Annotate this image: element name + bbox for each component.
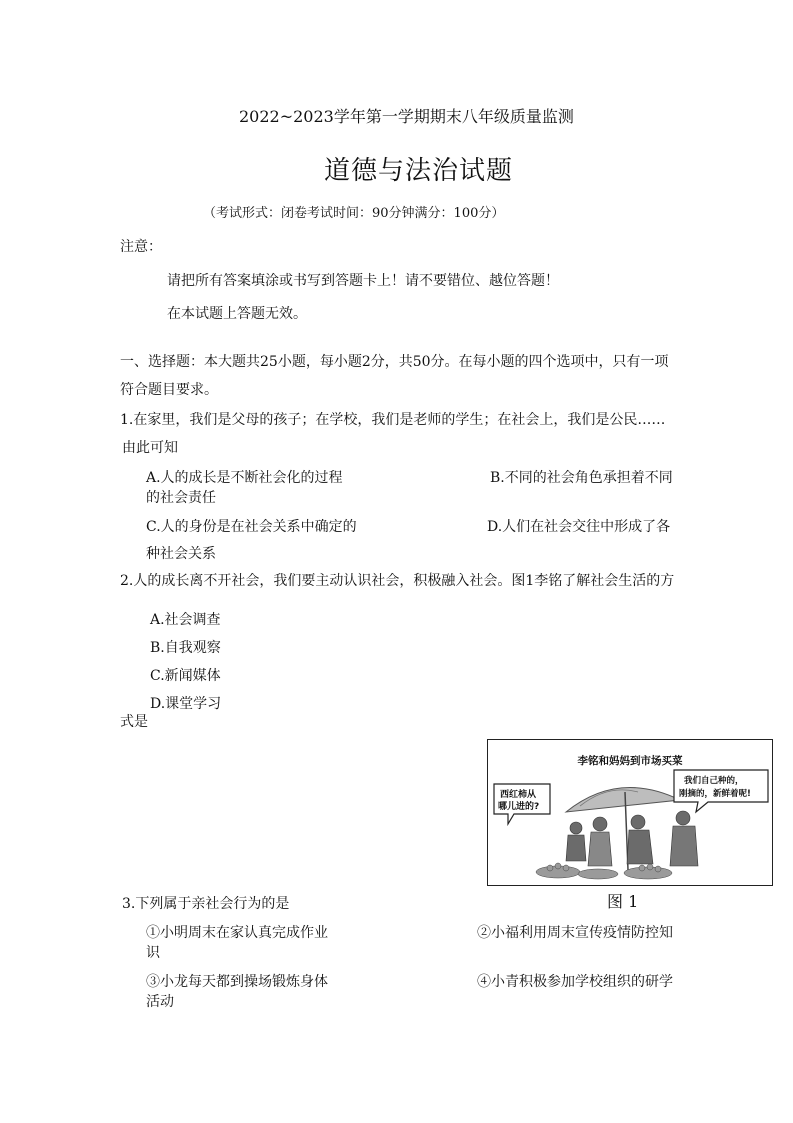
umbrella-canopy [566,788,680,813]
q1-option-d-continued: 种社会关系 [146,546,216,562]
q2-option-a: A.社会调查 [150,612,221,628]
q2-stem-line-1: 2.人的成长离不开社会，我们要主动认识社会，积极融入社会。图1李铭了解社会生活的方 [120,573,675,589]
q1-option-a: A.人的成长是不断社会化的过程 [146,470,343,486]
q1-stem-line-1: 1.在家里，我们是父母的孩子；在学校，我们是老师的学生；在社会上，我们是公民…… [120,412,666,428]
notice-line-1: 请把所有答案填涂或书写到答题卡上！请不要错位、越位答题！ [167,273,559,289]
subject-title: 道德与法治试题 [324,156,514,186]
q2-stem-line-2: 式是 [120,714,148,730]
q3-option-4: ④小青积极参加学校组织的研学 [477,974,673,990]
q3-option-2: ②小福利用周末宣传疫情防控知 [477,925,673,941]
q1-stem-line-2: 由此可知 [122,440,178,456]
notice-line-2: 在本试题上答题无效。 [167,306,307,322]
figure-title: 李铭和妈妈到市场买菜 [577,755,683,767]
q3-option-3: ③小龙每天都到操场锻炼身体 [146,974,328,990]
section-intro-line-2: 符合题目要求。 [120,382,218,398]
q1-option-c: C.人的身份是在社会关系中确定的 [146,519,357,535]
q3-option-4-continued: 活动 [146,994,174,1010]
q2-option-d: D.课堂学习 [150,696,222,712]
q3-stem: 3.下列属于亲社会行为的是 [122,896,290,912]
section-intro-line-1: 一、选择题：本大题共25小题，每小题2分，共50分。在每小题的四个选项中，只有一项 [120,354,669,370]
q2-option-b: B.自我观察 [150,640,221,656]
figure-caption: 图 1 [607,892,639,911]
bubble-left-line-1: 西红柿从 [500,790,537,800]
bubble-right-line-1: 我们自己种的， [684,776,744,786]
q1-option-b: B.不同的社会角色承担着不同 [490,470,673,486]
q1-option-d: D.人们在社会交往中形成了各 [487,519,671,535]
notice-label: 注意： [120,239,162,255]
figure-1-cartoon [487,739,773,886]
exam-info: （考试形式：闭卷考试时间：90分钟满分：100分） [203,206,505,221]
q3-option-1: ①小明周末在家认真完成作业 [146,925,328,941]
exam-title: 2022~2023学年第一学期期末八年级质量监测 [239,107,574,126]
people-figures [566,811,698,866]
market-scene-illustration [488,740,771,884]
q3-option-2-continued: 识 [146,945,160,961]
q1-option-b-continued: 的社会责任 [146,490,216,506]
bubble-left-line-2: 哪儿进的? [498,802,540,812]
bubble-right-line-2: 刚摘的，新鲜着呢! [679,789,751,799]
q2-option-c: C.新闻媒体 [150,668,221,684]
